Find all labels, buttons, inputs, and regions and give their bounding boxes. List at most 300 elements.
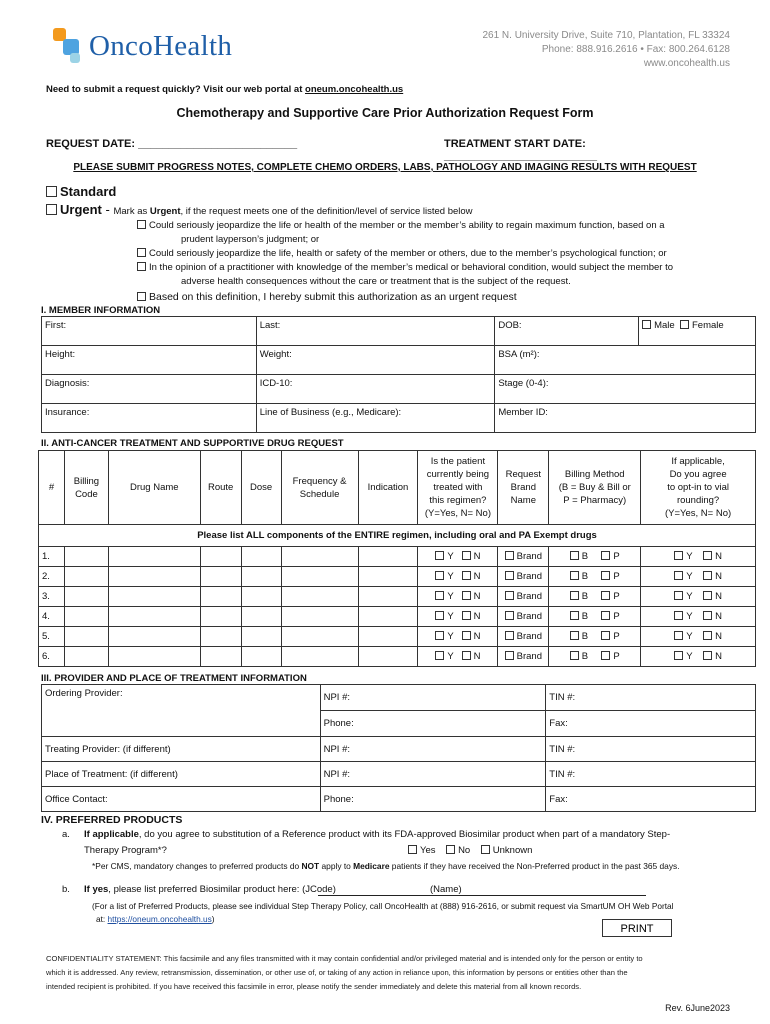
line-of-business-field[interactable]: Line of Business (e.g., Medicare): (256, 404, 495, 433)
frequency-cell[interactable] (281, 567, 358, 587)
billing-code-cell[interactable] (64, 587, 108, 607)
urgent-note-post: , if the request meets one of the definition/level of service listed below (180, 206, 473, 217)
biosimilar-name-label: (Name) (430, 884, 462, 895)
criterion-2-text: Could seriously jeopardize the life, health or safety of the member or others, due to the member’s psychological function; or (149, 248, 667, 259)
no-label: N (473, 611, 481, 622)
no-label: N (715, 591, 722, 602)
standard-checkbox[interactable] (46, 186, 57, 197)
billing-code-cell[interactable] (64, 567, 108, 587)
current-no-checkbox[interactable] (462, 631, 471, 640)
col-drug-name: Drug Name (108, 451, 200, 525)
ordering-phone-field[interactable]: Phone: (320, 711, 546, 737)
confidentiality-line: CONFIDENTIALITY STATEMENT: This facsimile and any files transmitted with it may contain confidential and/or privileged material and is intended only for the person or entity to (46, 954, 643, 963)
provider-section-heading: III. PROVIDER AND PLACE OF TREATMENT INFORMATION (41, 673, 307, 684)
urgent-criterion-2[interactable] (137, 247, 667, 261)
current-yes-checkbox[interactable] (435, 551, 444, 560)
yes-label: Y (686, 611, 693, 622)
criterion-3-text: In the opinion of a practitioner with knowledge of the member’s medical or behavioral condition, would subject the member to (149, 262, 674, 273)
brand-label: Brand (516, 631, 542, 642)
no-label: No (458, 845, 471, 856)
frequency-cell[interactable] (281, 627, 358, 647)
frequency-cell[interactable] (281, 647, 358, 667)
current-regimen-cell (418, 627, 498, 647)
brand-line: Brand (510, 482, 536, 493)
pharmacy-checkbox[interactable] (601, 631, 610, 640)
table-row (42, 375, 756, 404)
item-a-text-body: , do you agree to substitution of a Reference product with its FDA-approved Biosimilar product when part of a mandatory Step- (138, 829, 671, 840)
male-label: Male (654, 320, 675, 331)
item-b-text-body: , please list preferred Biosimilar product here: (JCode) (108, 884, 336, 895)
table-row (39, 547, 756, 567)
place-npi-field[interactable]: NPI #: (320, 762, 546, 787)
b-label: B (581, 591, 589, 602)
billing-method-line: (B = Buy & Bill or (558, 482, 631, 493)
current-regimen-cell (418, 567, 498, 587)
insurance-field[interactable]: Insurance: (42, 404, 257, 433)
billing-method-cell (549, 567, 641, 587)
yes-label: Y (686, 571, 693, 582)
col-billing-code (64, 451, 108, 525)
rounding-no-checkbox[interactable] (703, 551, 712, 560)
row-number-text: 6. (42, 651, 50, 662)
phone-fax-line: Phone: 888.916.2616 • Fax: 800.264.6128 (541, 44, 730, 55)
dob-field[interactable]: DOB: (495, 317, 639, 346)
opt-in-line: Do you agree (669, 469, 727, 480)
billing-method-cell (549, 647, 641, 667)
table-row (39, 567, 756, 587)
office-fax-field[interactable]: Fax: (546, 787, 756, 812)
preferred-list-note-cont (96, 914, 215, 924)
dates-row (46, 138, 740, 162)
billing-method-cell (549, 587, 641, 607)
cms-pre: *Per CMS, mandatory changes to preferred products do (92, 861, 302, 871)
col-brand (498, 451, 549, 525)
item-b-bold: If yes (84, 884, 109, 895)
indication-cell[interactable] (358, 567, 418, 587)
current-no-checkbox[interactable] (462, 611, 471, 620)
brand-label: Brand (516, 591, 542, 602)
portal-notice (46, 84, 403, 95)
unknown-label: Unknown (492, 845, 533, 856)
substitution-options (408, 845, 532, 856)
standard-label: Standard (60, 184, 117, 199)
preferred-list-note: (For a list of Preferred Products, please see individual Step Therapy Policy, call OncoHealth at (888) 916-2616, or submit request via SmartUM OH Web Portal (92, 901, 674, 911)
unknown-checkbox[interactable] (481, 845, 490, 854)
col-vial-rounding (641, 451, 756, 525)
company-address-block (482, 29, 730, 71)
vial-rounding-cell (641, 627, 756, 647)
dose-cell[interactable] (241, 587, 281, 607)
dose-cell[interactable] (241, 607, 281, 627)
pharmacy-checkbox[interactable] (601, 651, 610, 660)
col-number: # (39, 451, 65, 525)
indication-cell[interactable] (358, 627, 418, 647)
current-regimen-cell (418, 647, 498, 667)
b-label: B (581, 551, 589, 562)
yes-label: Y (447, 651, 454, 662)
table-row (39, 607, 756, 627)
brand-label: Brand (516, 611, 542, 622)
yes-label: Y (447, 591, 454, 602)
dose-cell[interactable] (241, 647, 281, 667)
brand-checkbox[interactable] (505, 631, 514, 640)
urgent-checkbox[interactable] (46, 204, 57, 215)
rounding-yes-checkbox[interactable] (674, 611, 683, 620)
yes-label: Y (686, 551, 693, 562)
confidentiality-line: which it is addressed. Any review, retransmission, dissemination, or other use of, or taking of any action in reliance upon, this information by persons or entities other than the (46, 968, 628, 977)
current-no-checkbox[interactable] (462, 571, 471, 580)
row-number (39, 587, 65, 607)
table-row (42, 346, 756, 375)
billing-code-line: Billing (73, 475, 100, 487)
billing-method-line: Billing Method (564, 469, 625, 480)
pharmacy-checkbox[interactable] (601, 591, 610, 600)
urgent-dash: - (101, 202, 114, 217)
no-label: N (473, 651, 481, 662)
no-label: N (473, 591, 481, 602)
col-dose: Dose (241, 451, 281, 525)
indication-cell[interactable] (358, 607, 418, 627)
female-checkbox[interactable] (680, 320, 689, 329)
yes-label: Y (447, 611, 454, 622)
criterion-3-checkbox[interactable] (137, 262, 146, 271)
ordering-provider-field[interactable]: Ordering Provider: (42, 685, 321, 737)
pharmacy-checkbox[interactable] (601, 551, 610, 560)
brand-line: Request (505, 469, 542, 480)
brand-line: Name (510, 495, 536, 506)
urgent-note-bold: Urgent (149, 206, 181, 217)
col-frequency (281, 451, 358, 525)
table-row (42, 787, 756, 812)
diagnosis-field[interactable]: Diagnosis: (42, 375, 257, 404)
frequency-cell[interactable] (281, 587, 358, 607)
current-no-checkbox[interactable] (462, 591, 471, 600)
col-indication: Indication (358, 451, 418, 525)
buy-bill-checkbox[interactable] (570, 591, 579, 600)
current-yes-checkbox[interactable] (435, 571, 444, 580)
cms-mid: apply to (319, 861, 354, 871)
urgent-criterion-1[interactable] (137, 219, 665, 233)
item-a-text-cont: Therapy Program*? (84, 845, 167, 856)
row-number-text: 1. (42, 551, 50, 562)
frequency-cell[interactable] (281, 547, 358, 567)
frequency-cell[interactable] (281, 607, 358, 627)
urgent-label: Urgent (60, 202, 102, 217)
portal-url-link[interactable]: https://oneum.oncohealth.us (107, 914, 212, 924)
route-cell[interactable] (200, 607, 241, 627)
urgent-note-pre: Mark as (113, 206, 150, 217)
billing-code-cell[interactable] (64, 627, 108, 647)
indication-cell[interactable] (358, 647, 418, 667)
confidentiality-line: intended recipient is prohibited. If you have received this facsimile in error, please notify the sender immediately and delete this material from all known records. (46, 982, 582, 991)
col-current-regimen (418, 451, 498, 525)
current-regimen-cell (418, 587, 498, 607)
buy-bill-checkbox[interactable] (570, 611, 579, 620)
form-title: Chemotherapy and Supportive Care Prior Authorization Request Form (176, 106, 594, 120)
place-of-treatment-field[interactable]: Place of Treatment: (if different) (42, 762, 321, 787)
route-cell[interactable] (200, 567, 241, 587)
row-number (39, 607, 65, 627)
current-line: this regimen? (429, 495, 487, 506)
sex-field[interactable] (639, 317, 756, 346)
ordering-fax-field[interactable]: Fax: (546, 711, 756, 737)
p-label: P (613, 591, 620, 602)
attestation-checkbox[interactable] (137, 292, 146, 301)
drug-section-heading: II. ANTI-CANCER TREATMENT AND SUPPORTIVE DRUG REQUEST (41, 438, 344, 449)
yes-label: Yes (420, 845, 436, 856)
brand-label: Brand (516, 651, 542, 662)
criterion-1-checkbox[interactable] (137, 220, 146, 229)
yes-checkbox[interactable] (408, 845, 417, 854)
item-a-label: a. (62, 829, 70, 840)
vial-rounding-cell (641, 647, 756, 667)
buy-bill-checkbox[interactable] (570, 571, 579, 580)
billing-code-cell[interactable] (64, 607, 108, 627)
no-label: N (715, 551, 722, 562)
drug-name-cell[interactable] (108, 647, 200, 667)
frequency-line: Frequency & (292, 475, 347, 487)
rounding-yes-checkbox[interactable] (674, 571, 683, 580)
treating-npi-field[interactable]: NPI #: (320, 737, 546, 762)
opt-in-line: If applicable, (671, 456, 725, 467)
b-label: B (581, 571, 589, 582)
attestation-text: Based on this definition, I hereby submit this authorization as an urgent request (149, 291, 517, 303)
vial-rounding-cell (641, 587, 756, 607)
standard-option[interactable] (46, 184, 116, 199)
portal-link[interactable]: oneum.oncohealth.us (305, 84, 404, 95)
vial-rounding-cell (641, 567, 756, 587)
urgent-option[interactable] (46, 202, 473, 217)
yes-label: Y (686, 631, 693, 642)
brand-cell (498, 627, 549, 647)
treating-tin-field[interactable]: TIN #: (546, 737, 756, 762)
brand-checkbox[interactable] (505, 551, 514, 560)
treatment-start-date-field[interactable]: TREATMENT START DATE: _________________________ (444, 138, 597, 162)
rounding-no-checkbox[interactable] (703, 651, 712, 660)
weight-field[interactable]: Weight: (256, 346, 495, 375)
no-label: N (473, 551, 481, 562)
print-button[interactable]: PRINT (602, 919, 672, 937)
no-label: N (715, 651, 722, 662)
table-row (42, 404, 756, 433)
urgent-criterion-3-cont: adverse health consequences without the care or treatment that is the subject of the request. (181, 276, 571, 287)
member-id-field[interactable]: Member ID: (495, 404, 756, 433)
dose-cell[interactable] (241, 567, 281, 587)
website-line: www.oncohealth.us (643, 58, 730, 69)
cms-medicare: Medicare (353, 861, 390, 871)
current-yes-checkbox[interactable] (435, 611, 444, 620)
cms-note (92, 861, 680, 871)
rounding-no-checkbox[interactable] (703, 631, 712, 640)
cms-post: patients if they have received the Non-Preferred product in the past 365 days. (389, 861, 680, 871)
icd10-field[interactable]: ICD-10: (256, 375, 495, 404)
current-yes-checkbox[interactable] (435, 651, 444, 660)
current-no-checkbox[interactable] (462, 651, 471, 660)
current-line: (Y=Yes, N= No) (424, 508, 491, 519)
member-section-heading: I. MEMBER INFORMATION (41, 305, 161, 316)
buy-bill-checkbox[interactable] (570, 551, 579, 560)
yes-label: Y (686, 591, 693, 602)
route-cell[interactable] (200, 647, 241, 667)
p-label: P (613, 571, 620, 582)
oncohealth-logo (53, 28, 263, 68)
drug-name-cell[interactable] (108, 567, 200, 587)
pharmacy-checkbox[interactable] (601, 611, 610, 620)
office-phone-field[interactable]: Phone: (320, 787, 546, 812)
rounding-yes-checkbox[interactable] (674, 551, 683, 560)
yes-label: Y (686, 651, 693, 662)
billing-method-cell (549, 627, 641, 647)
item-a-bold: If applicable (84, 829, 139, 840)
drug-name-cell[interactable] (108, 627, 200, 647)
row-number-text: 5. (42, 631, 50, 642)
row-number (39, 627, 65, 647)
brand-checkbox[interactable] (505, 591, 514, 600)
b-label: B (581, 631, 589, 642)
brand-cell (498, 567, 549, 587)
p-label: P (613, 631, 620, 642)
portal-text: Need to submit a request quickly? Visit our web portal at (46, 84, 303, 95)
no-label: N (473, 571, 481, 582)
item-b-label: b. (62, 884, 70, 895)
brand-label: Brand (516, 551, 542, 562)
request-date-field[interactable]: REQUEST DATE: __________________________ (46, 138, 298, 150)
no-label: N (473, 631, 481, 642)
billing-code-line: Code (75, 488, 98, 500)
current-yes-checkbox[interactable] (435, 631, 444, 640)
rounding-yes-checkbox[interactable] (674, 651, 683, 660)
table-row (42, 317, 756, 346)
table-row (42, 762, 756, 787)
no-label: N (715, 631, 722, 642)
b-label: B (581, 611, 589, 622)
buy-bill-checkbox[interactable] (570, 631, 579, 640)
pharmacy-checkbox[interactable] (601, 571, 610, 580)
billing-method-cell (549, 607, 641, 627)
opt-in-line: (Y=Yes, N= No) (664, 508, 732, 519)
brand-checkbox[interactable] (505, 611, 514, 620)
brand-cell (498, 547, 549, 567)
logo-text: OncoHealth (89, 30, 233, 62)
brand-checkbox[interactable] (505, 651, 514, 660)
confidentiality-statement (46, 952, 736, 994)
p-label: P (613, 611, 620, 622)
row-number-text: 4. (42, 611, 50, 622)
row-number (39, 647, 65, 667)
stage-field[interactable]: Stage (0-4): (495, 375, 756, 404)
height-field[interactable]: Height: (42, 346, 257, 375)
current-line: Is the patient (430, 456, 486, 467)
drug-name-cell[interactable] (108, 547, 200, 567)
logo-mark-teal (70, 53, 80, 63)
vial-rounding-cell (641, 547, 756, 567)
dose-cell[interactable] (241, 627, 281, 647)
billing-code-cell[interactable] (64, 547, 108, 567)
current-line: currently being (426, 469, 490, 480)
brand-label: Brand (516, 571, 542, 582)
brand-checkbox[interactable] (505, 571, 514, 580)
treating-provider-field[interactable]: Treating Provider: (if different) (42, 737, 321, 762)
urgent-attestation[interactable] (137, 290, 517, 304)
urgent-criterion-3[interactable] (137, 261, 673, 275)
list-note-post: ) (211, 914, 215, 924)
p-label: P (613, 651, 620, 662)
ordering-npi-field[interactable]: NPI #: (320, 685, 546, 711)
no-checkbox[interactable] (446, 845, 455, 854)
opt-in-line: to opt-in to vial (667, 482, 729, 493)
indication-cell[interactable] (358, 547, 418, 567)
table-row (39, 627, 756, 647)
rounding-no-checkbox[interactable] (703, 591, 712, 600)
row-number (39, 567, 65, 587)
indication-cell[interactable] (358, 587, 418, 607)
first-name-field[interactable]: First: (42, 317, 257, 346)
submission-notice: PLEASE SUBMIT PROGRESS NOTES, COMPLETE CHEMO ORDERS, LABS, PATHOLOGY AND IMAGING RESULTS WITH REQUEST (73, 162, 697, 173)
yes-label: Y (447, 571, 454, 582)
rounding-no-checkbox[interactable] (703, 571, 712, 580)
current-regimen-cell (418, 607, 498, 627)
dose-cell[interactable] (241, 547, 281, 567)
criterion-2-checkbox[interactable] (137, 248, 146, 257)
brand-cell (498, 607, 549, 627)
table-row (39, 587, 756, 607)
biosimilar-entry-line[interactable] (318, 895, 646, 896)
ordering-tin-field[interactable]: TIN #: (546, 685, 756, 711)
current-no-checkbox[interactable] (462, 551, 471, 560)
rounding-no-checkbox[interactable] (703, 611, 712, 620)
drug-name-cell[interactable] (108, 587, 200, 607)
rounding-yes-checkbox[interactable] (674, 631, 683, 640)
male-checkbox[interactable] (642, 320, 651, 329)
table-row (42, 685, 756, 711)
drug-request-table (38, 450, 756, 667)
address-line: 261 N. University Drive, Suite 710, Plantation, FL 33324 (482, 30, 730, 41)
row-number (39, 547, 65, 567)
drug-name-cell[interactable] (108, 607, 200, 627)
yes-label: Y (447, 551, 454, 562)
route-cell[interactable] (200, 627, 241, 647)
office-contact-field[interactable]: Office Contact: (42, 787, 321, 812)
brand-cell (498, 587, 549, 607)
col-route: Route (200, 451, 241, 525)
frequency-line: Schedule (299, 488, 340, 500)
bsa-field[interactable]: BSA (m²): (495, 346, 756, 375)
billing-method-line: P = Pharmacy) (563, 495, 627, 506)
no-label: N (715, 571, 722, 582)
last-name-field[interactable]: Last: (256, 317, 495, 346)
no-label: N (715, 611, 722, 622)
urgent-note (113, 206, 472, 217)
regimen-note: Please list ALL components of the ENTIRE regimen, including oral and PA Exempt drugs (39, 525, 756, 547)
billing-code-cell[interactable] (64, 647, 108, 667)
table-row (39, 647, 756, 667)
criterion-1-text: Could seriously jeopardize the life or health of the member or the member’s ability to regain maximum function, based on a (149, 220, 665, 231)
yes-label: Y (447, 631, 454, 642)
female-label: Female (691, 320, 724, 331)
member-info-table (41, 316, 756, 433)
place-tin-field[interactable]: TIN #: (546, 762, 756, 787)
rounding-yes-checkbox[interactable] (674, 591, 683, 600)
list-note-pre: at: (96, 914, 108, 924)
p-label: P (613, 551, 620, 562)
route-cell[interactable] (200, 587, 241, 607)
row-number-text: 3. (42, 591, 50, 602)
current-yes-checkbox[interactable] (435, 591, 444, 600)
buy-bill-checkbox[interactable] (570, 651, 579, 660)
route-cell[interactable] (200, 547, 241, 567)
table-header-row (39, 451, 756, 525)
vial-rounding-cell (641, 607, 756, 627)
